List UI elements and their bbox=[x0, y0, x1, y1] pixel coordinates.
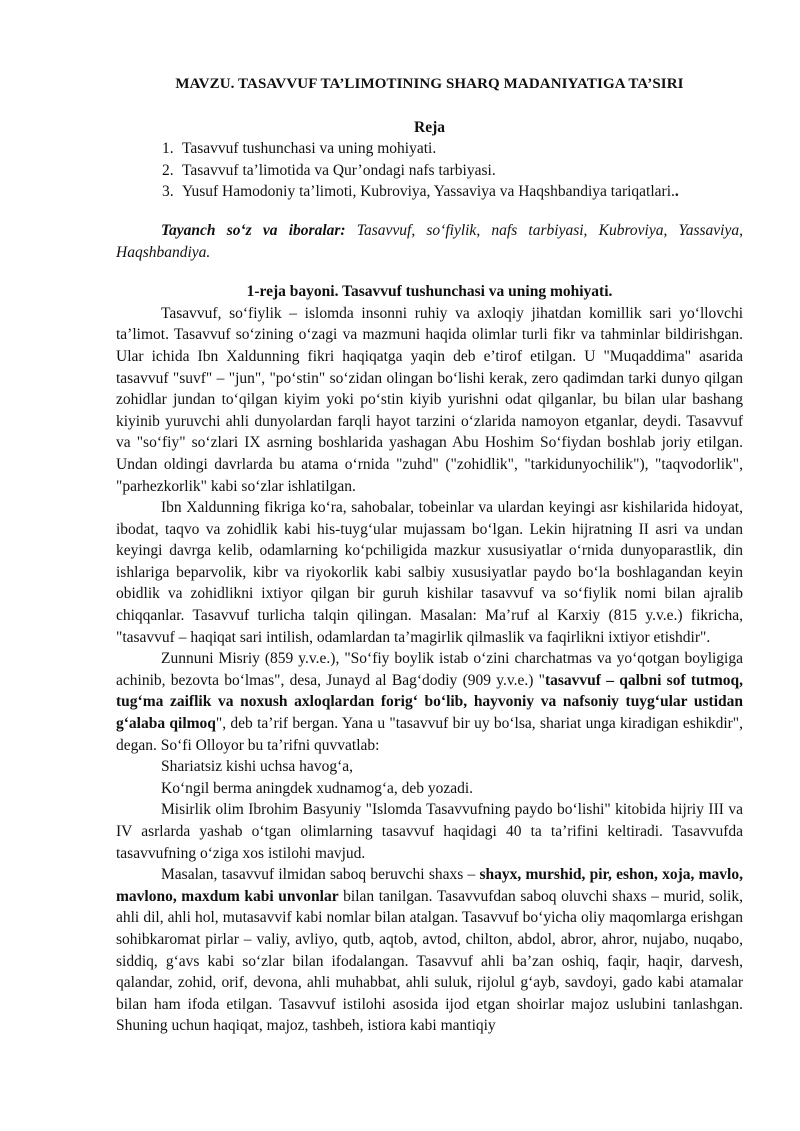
bold-titles: shayx, murshid, pir, eshon, xoja, mavlo, mavlono, maxdum kabi unvonlar bbox=[116, 866, 743, 905]
plan-item-final-dot: . bbox=[674, 183, 679, 201]
plan-heading: Reja bbox=[414, 118, 445, 136]
plan-item-number: 3. bbox=[162, 183, 174, 201]
plan-item-text: Tasavvuf ta’limotida va Qur’ondagi nafs tarbiyasi. bbox=[182, 161, 496, 179]
plan-list bbox=[116, 138, 743, 203]
plan-item-number: 1. bbox=[162, 140, 174, 158]
paragraph-text: Masalan, tasavvuf ilmidan saboq beruvchi shaxs – bbox=[161, 866, 480, 884]
body-paragraph bbox=[116, 864, 743, 1037]
bold-definition: tasavvuf – qalbni sof tutmoq, tug‘ma zaiflik va noxush axloqlardan forig‘ bo‘lib, hayvoniy va nafsoniy tuyg‘ular ustidan g‘alaba qilmoq bbox=[116, 671, 743, 733]
plan-item-text: Yusuf Hamodoniy ta’limoti, Kubroviya, Yassaviya va Haqshbandiya tariqatlari. bbox=[182, 183, 675, 201]
verse-line: Ko‘ngil berma aningdek xudnamog‘a, deb yozadi. bbox=[161, 779, 474, 797]
body-paragraph: Tasavvuf, so‘fiylik – islomda insonni ruhiy va axloqiy jihatdan komillik sari yo‘llovchi ta’limot. Tasavvuf so‘zining o‘zagi va mazmuni haqida olimlar turli fikr va tahminlar bildirishgan. Ular ichida Ibn Xaldunning fikri haqiqatga yaqin deb e’tirof etilgan. U "Muqaddima" asarida tasavvuf "suvf" – "jun", "po‘stin" so‘zidan olingan bo‘lishi kerak, zero qadimdan tarki dunyo qilgan zohidlar jundan to‘qilgan kiyim yoki po‘stin kiyib yurishni odat qilganlar, bu bilan ular bashang kiyinib yuruvchi ahli dunyolardan farqli hayot tarzini o‘zlarida namoyon etganlar, deydi. Tasavvuf va "so‘fiy" so‘zlari IX asrning boshlarida yashagan Abu Hoshim So‘fiydan boshlab joriy etilgan. Undan oldingi davrlarda bu atama o‘rnida "zuhd" ("zohidlik", "tarkidunyochilik"), "taqvodorlik", "parhezkorlik" kabi so‘zlar ishlatilgan. bbox=[116, 304, 743, 495]
keywords-text: Tasavvuf, so‘fiylik, nafs tarbiyasi, Kubroviya, Yassaviya, Haqshbandiya. bbox=[116, 221, 743, 261]
section-heading: 1-reja bayoni. Tasavvuf tushunchasi va uning mohiyati. bbox=[246, 283, 613, 301]
body-paragraph: Misirlik olim Ibrohim Basyuniy "Islomda Tasavvufning paydo bo‘lishi" kitobida hijriy III va IV asrlarda yashab o‘tgan olimlarning tasavvuf haqidagi 40 ta ta’rifini keltiradi. Tasavvufda tasavvufning o‘ziga xos istilohi mavjud. bbox=[116, 801, 743, 862]
plan-item-number: 2. bbox=[162, 161, 174, 179]
body-paragraph bbox=[116, 648, 743, 756]
keywords-paragraph bbox=[116, 220, 743, 263]
verse-line: Shariatsiz kishi uchsa havog‘a, bbox=[161, 758, 353, 776]
paragraph-text: bilan tanilgan. Tasavvufdan saboq oluvchi shaxs – murid, solik, ahli dil, ahli hol, mutasavvif kabi nomlar bilan atalgan. Tasavvuf bo‘yicha oliy maqomlarga erishgan sohibkaromat pirlar – valiy, avliyo, qutb, aqtob, avtod, chilton, abdol, abror, ahror, nujabo, nuqabo, siddiq, g‘avs kabi so‘zlar bilan ifodalangan. Tasavvuf ahli ba’zan oshiq, faqir, haqir, darvesh, qalandar, zohid, orif, devona, ahli muhabbat, ahli suluk, rijolul g‘ayb, savdoyi, gado kabi atamalar bilan ham ifoda etilgan. Tasavvuf istilohi asosida ijod etgan shoirlar majoz uslubini tanlashgan. Shuning uchun haqiqat, majoz, tashbeh, istiora kabi mantiqiy bbox=[116, 887, 743, 1035]
keywords-label: Tayanch so‘z va iboralar: bbox=[161, 221, 346, 239]
document-title: MAVZU. TASAVVUF TA’LIMOTINING SHARQ MADANIYATIGA TA’SIRI bbox=[175, 76, 684, 92]
body-paragraph: Ibn Xaldunning fikriga ko‘ra, sahobalar, tobeinlar va ulardan keyingi asr kishilarida hidoyat, ibodat, taqvo va zohidlik kabi his-tuyg‘ular mujassam bo‘lgan. Lekin hijratning II asri va undan keyingi davrga kelib, odamlarning ko‘pchiligida mazkur xususiyatlar o‘rnida dunyoparastlik, din ishlariga beparvolik, kibr va riyokorlik kabi salbiy xususiyatlar paydo bo‘la boshlagandan keyin obidlik va zohidlikni ixtiyor qilgan bir guruh kishilar tasavvuf va so‘fiylik nomi bilan ajralib chiqqanlar. Tasavvuf turlicha talqin qilingan. Masalan: Ma’ruf al Karxiy (815 y.v.e.) fikricha, "tasavvuf – haqiqat sari intilish, odamlardan ta’magirlik qilmaslik va faqirlikni ixtiyor etishdir". bbox=[116, 499, 743, 646]
plan-item bbox=[116, 181, 743, 203]
paragraph-text: Zunnuni Misriy (859 y.v.e.), "So‘fiy boylik istab o‘zini charchatmas va yo‘qotgan boyligiga achinib, bezovta bo‘lmas", desa, Junayd al Bag‘dodiy (909 y.v.e.) " bbox=[116, 650, 743, 689]
plan-item-text: Tasavvuf tushunchasi va uning mohiyati. bbox=[182, 140, 437, 158]
paragraph-text: ", deb ta’rif bergan. Yana u "tasavvuf bir uy bo‘lsa, shariat unga kiradigan eshikdir", degan. So‘fi Olloyor bu ta’rifni quvvatlab: bbox=[116, 715, 744, 754]
plan-item bbox=[116, 138, 743, 160]
plan-item bbox=[116, 160, 743, 182]
